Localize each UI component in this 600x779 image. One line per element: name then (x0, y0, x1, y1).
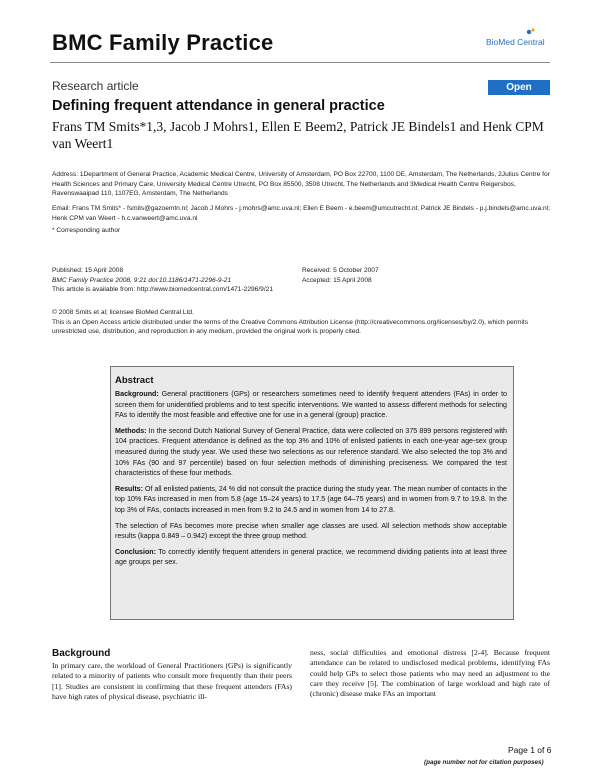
accepted-date: Accepted: 15 April 2008 (302, 276, 372, 284)
license-text: This is an Open Access article distributed under the terms of the Creative Commons Attribution License (http://creativecommons.org/licenses/by/2.0), which permits unrestricted use, distribution, and reproduction in any medium, provided the original work is properly cited. (52, 318, 529, 335)
abstract-background-text: General practitioners (GPs) or researchers sometimes need to identify frequent attenders (FAs) in order to screen them for unidentified problems and to test specific interventions. We wanted to assess different methods for selecting FAs to identify the most feasible and effective one for use in a general (group) practice. (115, 390, 507, 420)
corresponding-author-note: * Corresponding author (52, 227, 121, 234)
author-list: Frans TM Smits*1,3, Jacob J Mohrs1, Ellen E Beem2, Patrick JE Bindels1 and Henk CPM van Weert1 (52, 119, 544, 151)
page-number-note: (page number not for citation purposes) (424, 759, 544, 766)
publisher-logo-text: BioMed Central (486, 37, 545, 47)
article-type: Research article (52, 79, 139, 93)
affiliation-address: Address: 1Department of General Practice, Academic Medical Centre, University of Amsterdam, PO Box 22700, 1100 DE, Amsterdam, The Netherlands, 2Julius Centre for Health Sciences and Primary Care, University Medical Centre Utrecht, PO Box 85500, 3508 Utrecht, The Netherlands and 3Medical Health Centre Reigersbos, Ravenswaaipad 110, 1107EG, Amsterdam, The Netherlands (52, 171, 550, 197)
abstract-methods-text: In the second Dutch National Survey of General Practice, data were collected on 375 899 persons registered with 104 practices. Frequent attendance is defined as the top 3% and 10% of enlisted patients in each one-year age-sex group measured during the study year. We used these two selections as our reference standard. We also selected the top 3% and 10% FAs (90 and 97 percentile) based on four selection methods of diminishing preciseness. We compared the test characteristics of these four methods. (115, 426, 507, 478)
abstract-background (115, 389, 507, 421)
abstract-results-text: Of all enlisted patients, 24 % did not consult the practice during the study year. The mean number of contacts in the top 10% FAs increased in men from 5.8 (age 15–24 years) to 17.5 (age 64–75 years) and in women from 9.7 to 19.8. In the top 3% of FAs, contacts increased in men from 9.2 to 24.5 and in women from 14 to 27.8. (115, 484, 507, 514)
abstract-results (115, 484, 507, 516)
abstract-conclusion-text: To correctly identify frequent attenders in general practice, we recommend dividing patients into at least three age groups per sex. (115, 547, 508, 567)
journal-title: BMC Family Practice (52, 30, 274, 55)
abstract-background-label: Background: (115, 390, 159, 398)
abstract-results-label: Results: (115, 484, 143, 493)
abstract-heading: Abstract (115, 375, 154, 386)
citation: BMC Family Practice 2008, 9:21 doi:10.1186/1471-2296-9-21 (52, 276, 232, 284)
article-title: Defining frequent attendance in general practice (52, 98, 385, 114)
abstract-conclusion-label: Conclusion: (115, 547, 156, 556)
abstract-body (115, 389, 507, 573)
copyright: © 2008 Smits et al; licensee BioMed Central Ltd. (52, 309, 194, 316)
open-access-badge: Open Access (488, 80, 550, 95)
received-date: Received: 5 October 2007 (302, 267, 379, 274)
abstract-methods (115, 426, 507, 479)
publisher-logo (486, 37, 545, 47)
abstract-conclusion (115, 547, 507, 568)
abstract-methods-label: Methods: (115, 426, 147, 435)
body-column-left: In primary care, the workload of General Practitioners (GPs) is significantly related to a minority of patients who consult more frequently than their peers [1]. Studies are consistent in confirming that these frequent attenders (FAs) have high rates of physical disease, psychiatric ill- (52, 661, 292, 701)
published-date: Published: 15 April 2008 (52, 267, 124, 274)
publication-info (52, 266, 550, 295)
section-heading-background: Background (52, 648, 111, 659)
dates-column (302, 266, 379, 285)
article-url[interactable]: This article is available from: http://www.biomedcentral.com/1471-2296/9/21 (52, 286, 273, 293)
header-divider (50, 62, 550, 63)
author-emails: Email: Frans TM Smits* - fsmits@gazoemtn.nl; Jacob J Mohrs - j.mohrs@amc.uva.nl; Ellen E Beem - e.beem@umcutrecht.nl; Patrick JE Bindels - p.j.bindels@amc.uva.nl; Henk CPM van Weert - h.c.vanweert@amc.uva.nl (52, 205, 550, 222)
body-column-right: ness, social difficulties and emotional distress [2-4]. Because frequent attendance can be related to undisclosed medical problems, identifying FAs could help GPs to select those patients who may need an adjustment to the care they receive [5]. The combination of large workload and high rate of (chronic) disease make FAs an important (310, 648, 550, 699)
page-number: Page 1 of 6 (508, 745, 552, 755)
logo-mark-icon (526, 27, 536, 37)
abstract-results-2: The selection of FAs becomes more precise when smaller age classes are used. All selection methods show acceptable results (kappa 0.849 – 0.942) except the three group method. (115, 521, 507, 541)
license-block (52, 308, 550, 337)
